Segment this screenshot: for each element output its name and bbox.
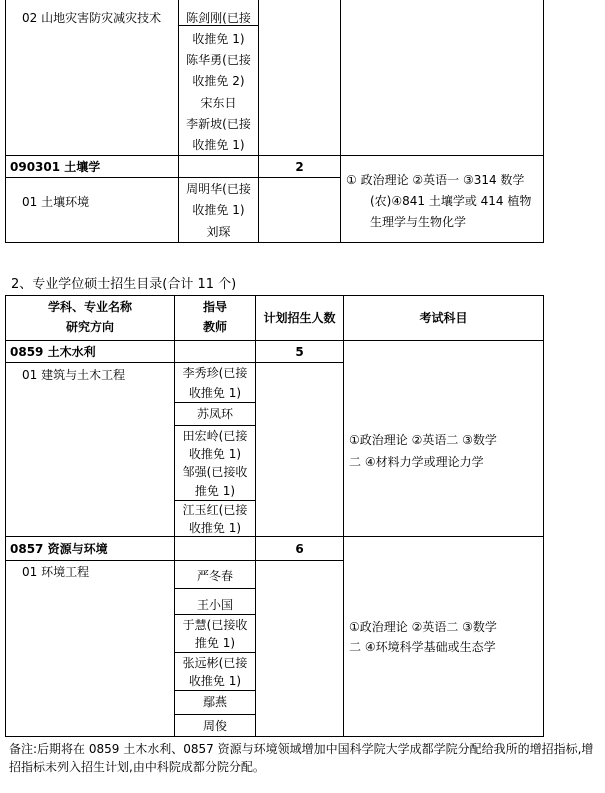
table-line (174, 588, 255, 589)
tutor-name: 田宏岭(已接 (182, 429, 248, 443)
table-line (5, 536, 544, 537)
subject-name: 0857 资源与环境 (10, 542, 108, 556)
research-direction: 01 环境工程 (22, 565, 90, 579)
tutor-name: 于慧(已接收 (182, 618, 248, 632)
tutor-name: 收推免 1) (192, 203, 245, 217)
exam-subjects: ①政治理论 ②英语二 ③数学 (349, 620, 497, 634)
tutor-name: 王小国 (196, 598, 233, 612)
tutor-name: 周明华(已接 (186, 182, 251, 196)
table-line (5, 177, 340, 178)
header-exam: 考试科目 (419, 311, 468, 325)
table-line (5, 0, 6, 243)
tutor-name: 邹强(已接收 (182, 465, 248, 479)
tutor-name: 收推免 1) (192, 138, 245, 152)
tutor-name: 鄢燕 (202, 695, 227, 709)
plan-count: 2 (295, 160, 304, 174)
table-line (174, 652, 255, 653)
footnote: 备注:后期将在 0859 土木水利、0857 资源与环境领域增加中国科学院大学成都学院分配给我所的增招指标,增招指标未列入招生计划,由中科院成都分院分配。 (9, 742, 594, 774)
tutor-name: 收推免 2) (192, 74, 245, 88)
table-line (5, 736, 544, 737)
header-plan: 计划招生人数 (263, 311, 336, 325)
tutor-name: 陈剑刚(已接 (186, 11, 251, 25)
tutor-name: 收推免 1) (188, 521, 242, 535)
tutor-name: 推免 1) (194, 636, 236, 650)
tutor-name: 江玉红(已接 (182, 503, 248, 517)
table-line (174, 690, 255, 691)
table-line (5, 155, 544, 156)
table-line (5, 242, 544, 243)
exam-subjects: 生理学与生物化学 (370, 215, 467, 229)
table-line (340, 0, 341, 243)
tutor-name: 李秀珍(已接 (182, 366, 248, 380)
table-line (174, 614, 255, 615)
table-line (174, 500, 255, 501)
table-line (5, 560, 343, 561)
plan-count: 5 (295, 345, 304, 359)
exam-subjects: ① 政治理论 ②英语一 ③314 数学 (346, 173, 525, 187)
exam-subjects: (农)④841 土壤学或 414 植物 (370, 194, 532, 208)
table-line (543, 0, 544, 243)
table-line (258, 0, 259, 243)
tutor-name: 苏凤环 (196, 407, 233, 421)
tutor-name: 严冬春 (196, 569, 233, 583)
tutor-name: 周俊 (202, 719, 227, 733)
tutor-name: 收推免 1) (188, 447, 242, 461)
research-direction: 01 土壤环境 (22, 195, 90, 209)
table-line (174, 714, 255, 715)
section-title: 2、专业学位硕士招生目录(合计 11 个) (11, 277, 237, 292)
tutor-name: 陈华勇(已接 (186, 53, 251, 67)
subject-name: 0859 土木水利 (10, 345, 96, 359)
tutor-name: 收推免 1) (192, 32, 245, 46)
exam-subjects: ①政治理论 ②英语二 ③数学 (349, 433, 497, 447)
subject-name: 090301 土壤学 (10, 160, 101, 174)
header-direction: 研究方向 (65, 320, 114, 334)
research-direction: 02 山地灾害防灾减灾技术 (22, 11, 162, 25)
exam-subjects: 二 ④材料力学或理论力学 (349, 455, 484, 469)
tutor-name: 李新坡(已接 (186, 117, 251, 131)
table-line (543, 295, 544, 737)
plan-count: 6 (295, 542, 304, 556)
exam-subjects: 二 ④环境科学基础或生态学 (349, 640, 496, 654)
tutor-name: 收推免 1) (188, 674, 242, 688)
header-tutor: 教师 (202, 320, 227, 334)
table-line (174, 402, 255, 403)
table-line (178, 25, 258, 26)
tutor-name: 宋东日 (200, 96, 237, 110)
table-line (174, 425, 255, 426)
table-line (5, 340, 544, 341)
header-tutor: 指导 (202, 300, 227, 314)
tutor-name: 刘琛 (206, 225, 231, 239)
table-line (5, 295, 544, 296)
tutor-name: 张远彬(已接 (182, 656, 248, 670)
header-subject: 学科、专业名称 (47, 300, 132, 314)
research-direction: 01 建筑与土木工程 (22, 368, 126, 382)
tutor-name: 推免 1) (194, 484, 236, 498)
table-line (343, 295, 344, 737)
table-line (5, 362, 343, 363)
tutor-name: 收推免 1) (188, 386, 242, 400)
